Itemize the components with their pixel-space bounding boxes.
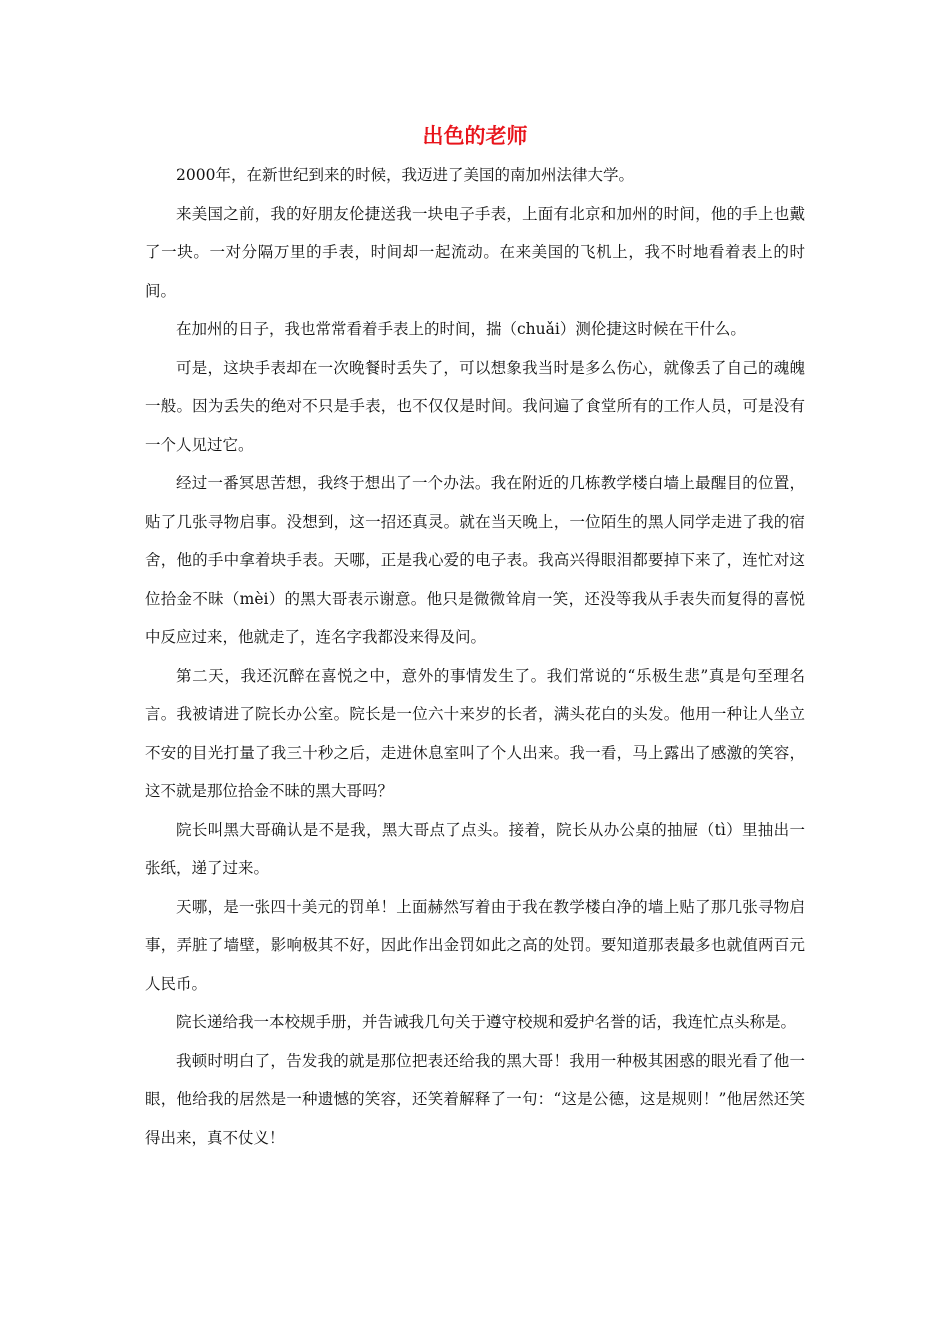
document-body: [145, 156, 805, 1157]
paragraph: 我顿时明白了，告发我的就是那位把表还给我的黑大哥！我用一种极其困惑的眼光看了他一眼，他给我的居然是一种遗憾的笑容，还笑着解释了一句：“这是公德，这是规则！”他居然还笑得出来，真不仗义！: [145, 1051, 805, 1147]
paragraph: 2000年，在新世纪到来的时候，我迈进了美国的南加州法律大学。: [176, 166, 634, 184]
paragraph: 可是，这块手表却在一次晚餐时丢失了，可以想象我当时是多么伤心，就像丢了自己的魂魄一般。因为丢失的绝对不只是手表，也不仅仅是时间。我问遍了食堂所有的工作人员，可是没有一个人见过它。: [145, 358, 805, 454]
paragraph: 第二天，我还沉醉在喜悦之中，意外的事情发生了。我们常说的“乐极生悲”真是句至理名言。我被请进了院长办公室。院长是一位六十来岁的长者，满头花白的头发。他用一种让人坐立不安的目光打量了我三十秒之后，走进休息室叫了个人出来。我一看，马上露出了感激的笑容，这不就是那位拾金不昧的黑大哥吗？: [145, 666, 805, 800]
paragraph: 天哪，是一张四十美元的罚单！上面赫然写着由于我在教学楼白净的墙上贴了那几张寻物启事，弄脏了墙壁，影响极其不好，因此作出金罚如此之高的处罚。要知道那表最多也就值两百元人民币。: [145, 897, 805, 993]
paragraph: 来美国之前，我的好朋友伦捷送我一块电子手表，上面有北京和加州的时间，他的手上也戴了一块。一对分隔万里的手表，时间却一起流动。在来美国的飞机上，我不时地看着表上的时间。: [145, 204, 805, 300]
paragraph: 经过一番冥思苦想，我终于想出了一个办法。我在附近的几栋教学楼白墙上最醒目的位置，贴了几张寻物启事。没想到，这一招还真灵。就在当天晚上，一位陌生的黑人同学走进了我的宿舍，他的手中拿着块手表。天哪，正是我心爱的电子表。我高兴得眼泪都要掉下来了，连忙对这位拾金不昧（mèi）的黑大哥表示谢意。他只是微微耸肩一笑，还没等我从手表失而复得的喜悦中反应过来，他就走了，连名字我都没来得及问。: [145, 474, 805, 646]
paragraph: 在加州的日子，我也常常看着手表上的时间，揣（chuǎi）测伦捷这时候在干什么。: [176, 320, 746, 338]
paragraph: 院长递给我一本校规手册，并告诫我几句关于遵守校规和爱护名誉的话，我连忙点头称是。: [176, 1013, 797, 1031]
paragraph: 院长叫黑大哥确认是不是我，黑大哥点了点头。接着，院长从办公桌的抽屉（tì）里抽出一张纸，递了过来。: [145, 820, 805, 877]
document-title: 出色的老师: [422, 124, 528, 148]
